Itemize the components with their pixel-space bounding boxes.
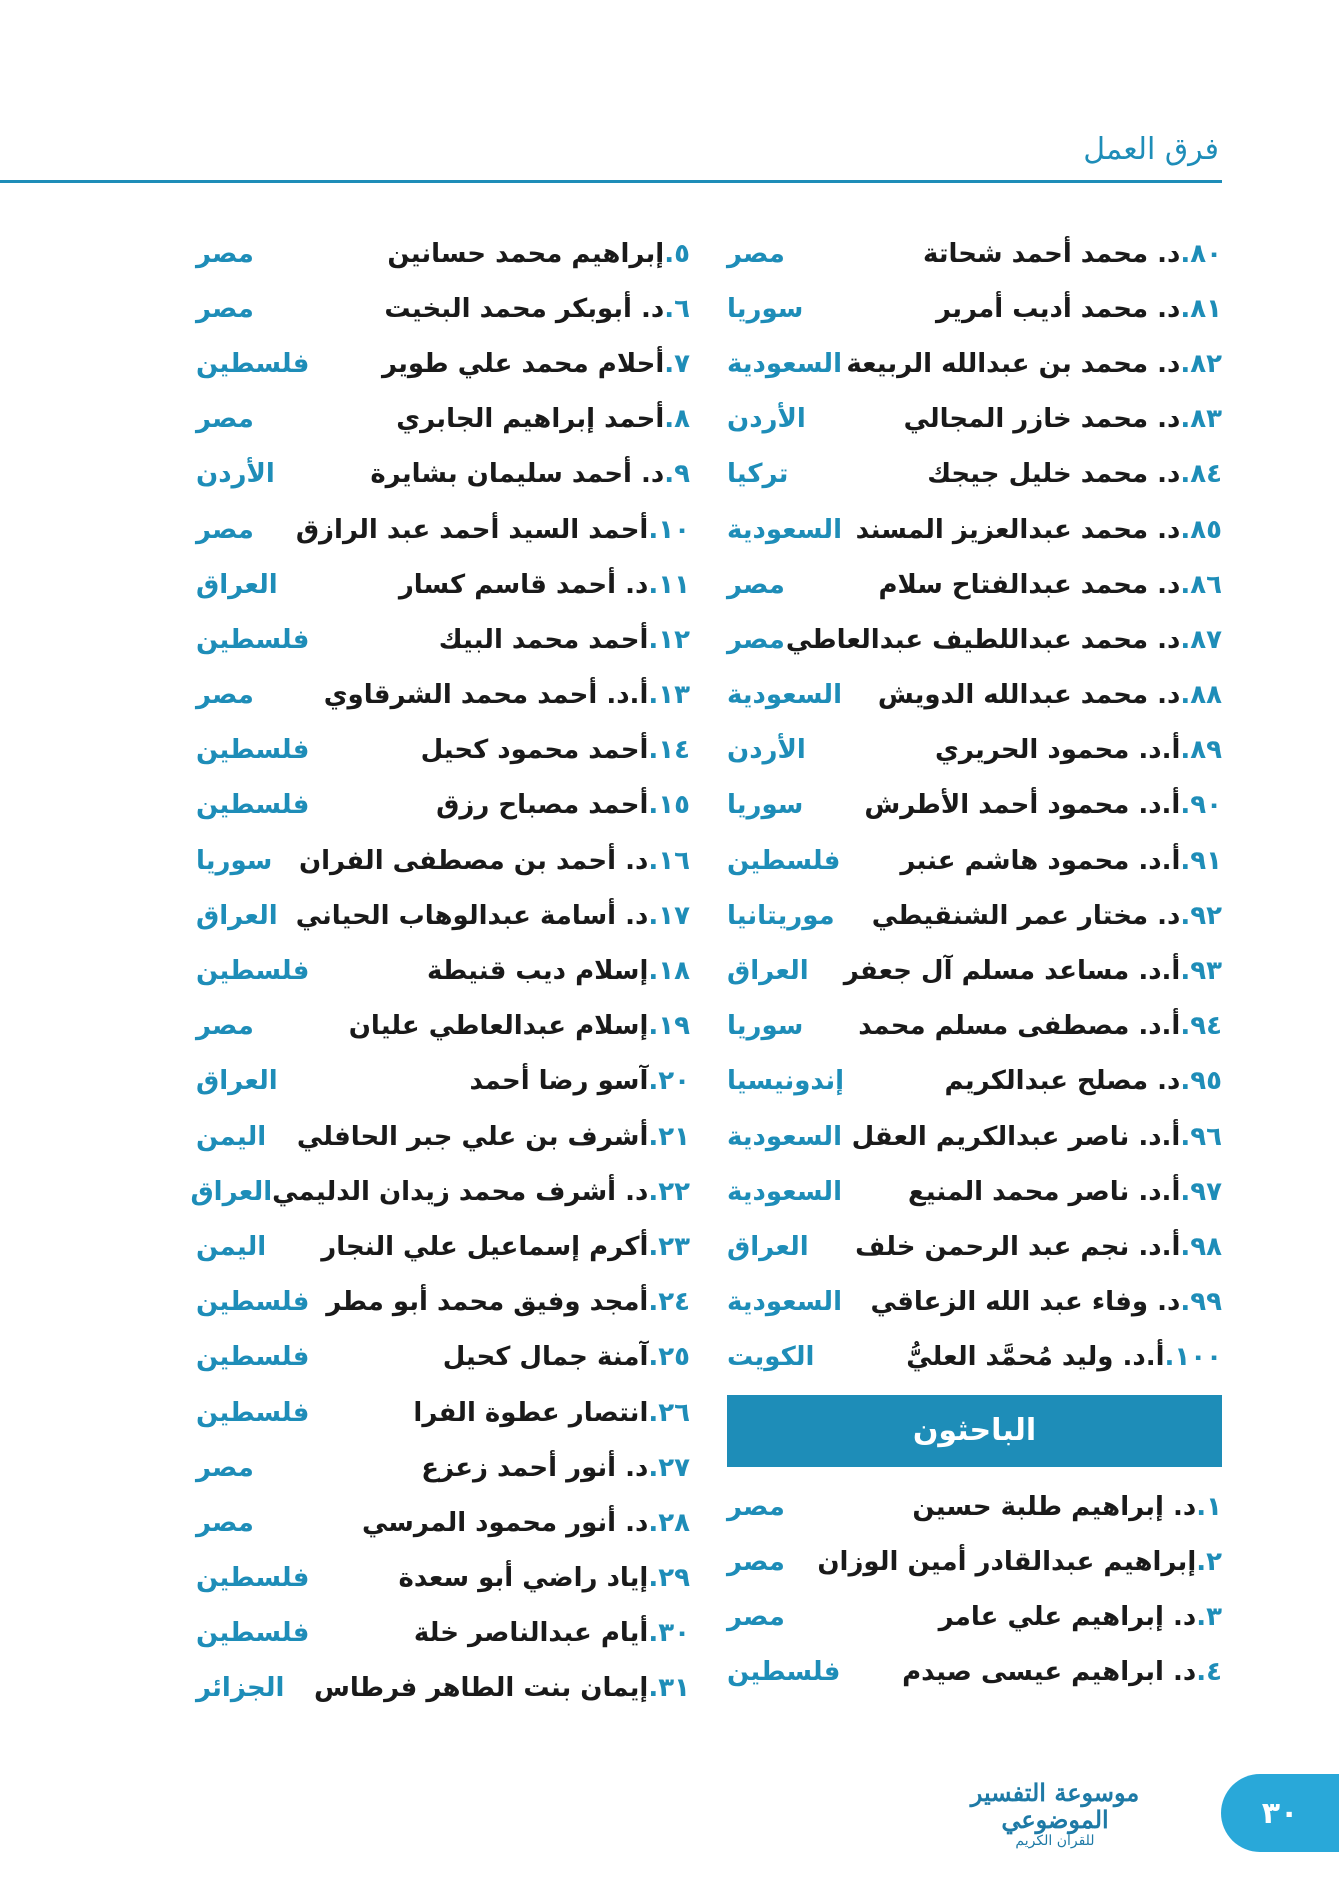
- list-item: [196, 281, 690, 336]
- list-item: [727, 1479, 1222, 1534]
- member-name: د. محمد خازر المجالي: [903, 404, 1181, 435]
- member-country: مصر: [727, 569, 785, 600]
- member-country: فلسطين: [196, 1287, 310, 1318]
- member-name: د. ابراهيم عيسى صيدم: [902, 1657, 1197, 1688]
- member-country: مصر: [727, 1546, 785, 1577]
- member-country: فلسطين: [196, 1563, 310, 1594]
- member-number: ٨٢.: [1180, 348, 1222, 379]
- member-name: أكرم إسماعيل علي النجار: [321, 1231, 649, 1262]
- list-item: [196, 999, 690, 1054]
- list-item: [196, 723, 690, 778]
- logo-title: موسوعة التفسير الموضوعي: [970, 1778, 1140, 1834]
- list-item: [196, 1275, 690, 1330]
- member-number: ٣١.: [648, 1673, 690, 1704]
- list-item: [196, 226, 690, 281]
- member-entry: [923, 239, 1222, 269]
- member-number: ٢٤.: [648, 1287, 690, 1318]
- member-country: العراق: [190, 1176, 273, 1207]
- list-item: [196, 336, 690, 391]
- list-item: [727, 943, 1222, 998]
- list-item: [196, 1385, 690, 1440]
- member-number: ٩٠.: [1180, 790, 1222, 821]
- member-entry: [878, 570, 1222, 600]
- member-name: أ.د. محمود هاشم عنبر: [900, 845, 1181, 876]
- member-country: فلسطين: [196, 624, 310, 655]
- member-country: مصر: [196, 1011, 254, 1042]
- member-entry: [906, 1342, 1222, 1372]
- member-entry: [384, 294, 690, 324]
- member-entry: [296, 901, 690, 931]
- list-item: [196, 612, 690, 667]
- member-country: موريتانيا: [727, 900, 835, 931]
- member-entry: [399, 570, 690, 600]
- member-country: السعودية: [727, 514, 842, 545]
- member-number: ٢٢.: [648, 1176, 690, 1207]
- list-item: [196, 668, 690, 723]
- member-name: د. مصلح عبدالكريم: [944, 1066, 1181, 1097]
- member-entry: [864, 790, 1222, 820]
- encyclopedia-logo: [930, 1776, 1180, 1854]
- page-title: فرق العمل: [1083, 132, 1219, 167]
- list-item: [196, 1054, 690, 1109]
- list-item: [727, 1109, 1222, 1164]
- member-entry: [786, 625, 1222, 655]
- member-entry: [362, 1508, 690, 1538]
- member-country: سوريا: [727, 1011, 804, 1042]
- member-country: السعودية: [727, 1287, 842, 1318]
- member-number: ٢٨.: [648, 1507, 690, 1538]
- page-number: ٣٠: [1221, 1774, 1339, 1852]
- member-country: الكويت: [727, 1342, 815, 1373]
- member-country: العراق: [196, 569, 278, 600]
- member-country: تركيا: [727, 459, 789, 490]
- member-entry: [846, 349, 1222, 379]
- member-number: ١٣.: [648, 680, 690, 711]
- member-name: إسلام ديب قنيطة: [427, 956, 649, 987]
- member-name: آمنة جمال كحيل: [442, 1342, 649, 1373]
- member-name: د. محمد أديب أمرير: [936, 293, 1181, 324]
- member-number: ١١.: [648, 569, 690, 600]
- member-entry: [935, 735, 1222, 765]
- list-item: [727, 447, 1222, 502]
- member-entry: [856, 515, 1222, 545]
- member-country: فلسطين: [196, 1342, 310, 1373]
- member-name: أ.د. مصطفى مسلم محمد: [858, 1011, 1181, 1042]
- member-entry: [908, 1177, 1222, 1207]
- member-country: الأردن: [727, 735, 806, 766]
- member-name: د. أنور أحمد زعزع: [421, 1452, 649, 1483]
- member-country: فلسطين: [196, 735, 310, 766]
- member-entry: [939, 1602, 1222, 1632]
- member-country: إندونيسيا: [727, 1066, 845, 1097]
- member-entry: [297, 1122, 690, 1152]
- member-number: ٨٤.: [1180, 459, 1222, 490]
- member-country: فلسطين: [196, 1618, 310, 1649]
- member-name: أ.د. وليد مُحمَّد العليُّ: [906, 1342, 1165, 1373]
- member-country: اليمن: [196, 1231, 267, 1262]
- member-number: ٩.: [664, 459, 690, 490]
- member-name: أحمد محمد البيك: [438, 624, 649, 655]
- list-item: [196, 778, 690, 833]
- member-country: السعودية: [727, 348, 842, 379]
- member-number: ١٥.: [648, 790, 690, 821]
- member-number: ٩٨.: [1180, 1231, 1222, 1262]
- member-entry: [436, 790, 690, 820]
- member-entry: [858, 1011, 1222, 1041]
- list-item: [727, 336, 1222, 391]
- list-item: [196, 502, 690, 557]
- member-country: مصر: [196, 1452, 254, 1483]
- member-name: د. محمد بن عبدالله الربيعة: [846, 348, 1181, 379]
- member-number: ١٧.: [648, 900, 690, 931]
- member-name: د. محمد عبدالفتاح سلام: [878, 569, 1181, 600]
- member-country: العراق: [727, 1231, 809, 1262]
- member-number: ٨٥.: [1180, 514, 1222, 545]
- list-item: [727, 281, 1222, 336]
- list-item: [196, 447, 690, 502]
- list-item: [727, 888, 1222, 943]
- list-item: [727, 833, 1222, 888]
- member-name: أحمد مصباح رزق: [436, 790, 649, 821]
- member-entry: [439, 625, 690, 655]
- member-number: ٩٢.: [1180, 900, 1222, 931]
- header-divider: [0, 180, 1222, 183]
- list-item: [727, 1219, 1222, 1274]
- member-country: اليمن: [196, 1121, 267, 1152]
- member-entry: [399, 1563, 690, 1593]
- member-name: أمجد وفيق محمد أبو مطر: [326, 1287, 649, 1318]
- member-number: ٩٩.: [1180, 1287, 1222, 1318]
- member-number: ٨٠.: [1180, 238, 1222, 269]
- member-number: ٢٠.: [648, 1066, 690, 1097]
- member-name: د. إبراهيم طلبة حسين: [912, 1491, 1197, 1522]
- member-entry: [427, 956, 690, 986]
- member-name: أحمد السيد أحمد عبد الرازق: [295, 514, 649, 545]
- member-name: أحمد محمود كحيل: [420, 735, 649, 766]
- member-entry: [370, 459, 690, 489]
- list-item: [727, 226, 1222, 281]
- member-country: فلسطين: [196, 956, 310, 987]
- member-number: ٨.: [664, 404, 690, 435]
- member-name: إبراهيم عبدالقادر أمين الوزان: [817, 1546, 1197, 1577]
- member-entry: [421, 1453, 690, 1483]
- member-number: ١٠٠.: [1164, 1342, 1222, 1373]
- member-name: إبراهيم محمد حسانين: [387, 238, 665, 269]
- member-country: مصر: [727, 1601, 785, 1632]
- member-name: أيام عبدالناصر خلة: [413, 1618, 649, 1649]
- list-item: [727, 557, 1222, 612]
- member-entry: [871, 1287, 1222, 1317]
- member-name: د. وفاء عبد الله الزعاقي: [870, 1287, 1181, 1318]
- member-entry: [852, 1122, 1222, 1152]
- member-entry: [470, 1066, 690, 1096]
- member-country: سوريا: [727, 293, 804, 324]
- member-entry: [421, 735, 690, 765]
- member-country: مصر: [196, 238, 254, 269]
- member-entry: [296, 515, 690, 545]
- member-number: ٢٥.: [648, 1342, 690, 1373]
- member-number: ٩١.: [1180, 845, 1222, 876]
- member-country: فلسطين: [727, 845, 841, 876]
- member-country: مصر: [196, 404, 254, 435]
- member-number: ١.: [1196, 1491, 1222, 1522]
- member-number: ٩٥.: [1180, 1066, 1222, 1097]
- member-name: د. مختار عمر الشنقيطي: [871, 900, 1181, 931]
- member-entry: [900, 846, 1222, 876]
- member-entry: [396, 404, 690, 434]
- member-entry: [878, 680, 1222, 710]
- list-item: [196, 1495, 690, 1550]
- member-number: ٣٠.: [648, 1618, 690, 1649]
- member-entry: [299, 846, 690, 876]
- member-country: سوريا: [196, 845, 273, 876]
- list-item: [727, 1534, 1222, 1589]
- list-item: [727, 1645, 1222, 1700]
- member-entry: [272, 1177, 690, 1207]
- member-country: الأردن: [196, 459, 275, 490]
- list-item: [727, 392, 1222, 447]
- member-number: ٨٦.: [1180, 569, 1222, 600]
- list-item: [727, 1275, 1222, 1330]
- member-number: ٨٩.: [1180, 735, 1222, 766]
- team-list-right: [727, 226, 1222, 1385]
- member-country: فلسطين: [196, 790, 310, 821]
- section-banner-researchers: الباحثون: [727, 1395, 1222, 1467]
- member-country: الأردن: [727, 404, 806, 435]
- member-country: العراق: [196, 1066, 278, 1097]
- member-name: د. أحمد سليمان بشايرة: [370, 459, 665, 490]
- member-number: ٩٦.: [1180, 1121, 1222, 1152]
- member-name: د. أبوبكر محمد البخيت: [384, 293, 665, 324]
- list-item: [727, 723, 1222, 778]
- member-country: مصر: [196, 1507, 254, 1538]
- member-number: ٨٨.: [1180, 680, 1222, 711]
- member-name: د. محمد خليل جيجك: [927, 459, 1181, 490]
- list-item: [196, 557, 690, 612]
- member-entry: [314, 1673, 690, 1703]
- list-item: [190, 1164, 690, 1219]
- member-number: ٥.: [664, 238, 690, 269]
- researchers-list: [727, 1479, 1222, 1700]
- member-entry: [844, 956, 1222, 986]
- member-entry: [872, 901, 1222, 931]
- list-item: [196, 1606, 690, 1661]
- member-name: أ.د. ناصر عبدالكريم العقل: [851, 1121, 1181, 1152]
- member-entry: [387, 239, 690, 269]
- list-item: [727, 1330, 1222, 1385]
- member-name: أ.د. أحمد محمد الشرقاوي: [323, 680, 649, 711]
- member-number: ٦.: [664, 293, 690, 324]
- member-country: العراق: [727, 956, 809, 987]
- member-country: مصر: [196, 293, 254, 324]
- member-name: أ.د. مساعد مسلم آل جعفر: [843, 956, 1181, 987]
- member-number: ٤.: [1196, 1657, 1222, 1688]
- member-country: مصر: [727, 238, 785, 269]
- member-name: د. محمد عبدالله الدويش: [877, 680, 1181, 711]
- list-item: [727, 1054, 1222, 1109]
- member-number: ٢٧.: [648, 1452, 690, 1483]
- member-entry: [912, 1492, 1222, 1522]
- member-country: السعودية: [727, 680, 842, 711]
- member-number: ٩٣.: [1180, 956, 1222, 987]
- member-name: د. أنور محمود المرسي: [361, 1507, 649, 1538]
- list-item: [727, 778, 1222, 833]
- member-number: ٣.: [1196, 1601, 1222, 1632]
- member-number: ١٩.: [648, 1011, 690, 1042]
- member-number: ٧.: [664, 348, 690, 379]
- member-entry: [443, 1342, 690, 1372]
- member-entry: [321, 1232, 690, 1262]
- list-item: [196, 1219, 690, 1274]
- member-name: أ.د. ناصر محمد المنيع: [907, 1176, 1181, 1207]
- member-name: أ.د. محمود أحمد الأطرش: [864, 790, 1181, 821]
- member-entry: [944, 1066, 1222, 1096]
- member-name: د. أحمد قاسم كسار: [398, 569, 649, 600]
- member-number: ١٢.: [648, 624, 690, 655]
- member-number: ٨٧.: [1180, 624, 1222, 655]
- member-number: ١٨.: [648, 956, 690, 987]
- list-item: [196, 888, 690, 943]
- member-name: د. محمد أحمد شحاتة: [923, 238, 1181, 269]
- member-number: ٢١.: [648, 1121, 690, 1152]
- member-name: إيمان بنت الطاهر فرطاس: [313, 1673, 649, 1704]
- left-column: [190, 226, 690, 1716]
- right-column: [727, 226, 1222, 1700]
- list-item: [196, 1661, 690, 1716]
- member-entry: [349, 1011, 690, 1041]
- list-item: [727, 999, 1222, 1054]
- member-entry: [936, 294, 1222, 324]
- member-entry: [902, 1657, 1222, 1687]
- member-name: د. محمد عبداللطيف عبدالعاطي: [785, 624, 1181, 655]
- list-item: [196, 1440, 690, 1495]
- member-entry: [324, 680, 690, 710]
- list-item: [196, 392, 690, 447]
- member-country: السعودية: [727, 1121, 842, 1152]
- member-name: إسلام عبدالعاطي عليان: [348, 1011, 649, 1042]
- member-entry: [326, 1287, 690, 1317]
- list-item: [727, 668, 1222, 723]
- list-item: [727, 1589, 1222, 1644]
- member-name: أحمد إبراهيم الجابري: [396, 404, 665, 435]
- member-country: مصر: [727, 624, 785, 655]
- member-country: العراق: [196, 900, 278, 931]
- member-country: مصر: [727, 1491, 785, 1522]
- list-item: [196, 833, 690, 888]
- member-entry: [855, 1232, 1222, 1262]
- member-name: أحلام محمد علي طوير: [381, 348, 665, 379]
- logo-subtitle: للقرآن الكريم: [1015, 1832, 1095, 1849]
- member-country: الجزائر: [196, 1673, 285, 1704]
- member-country: سوريا: [727, 790, 804, 821]
- member-name: أ.د. محمود الحريري: [934, 735, 1181, 766]
- member-name: د. إبراهيم علي عامر: [938, 1601, 1197, 1632]
- member-number: ٢٩.: [648, 1563, 690, 1594]
- member-name: د. أحمد بن مصطفى الفران: [298, 845, 649, 876]
- member-number: ١٠.: [648, 514, 690, 545]
- member-country: مصر: [196, 680, 254, 711]
- member-entry: [413, 1398, 690, 1428]
- member-country: مصر: [196, 514, 254, 545]
- member-name: أ.د. نجم عبد الرحمن خلف: [855, 1231, 1181, 1262]
- member-name: انتصار عطوة الفرا: [413, 1397, 649, 1428]
- list-item: [196, 943, 690, 998]
- member-number: ٨٣.: [1180, 404, 1222, 435]
- member-name: د. أشرف محمد زيدان الدليمي: [272, 1176, 649, 1207]
- member-number: ١٤.: [648, 735, 690, 766]
- member-number: ٩٧.: [1180, 1176, 1222, 1207]
- member-entry: [414, 1618, 690, 1648]
- list-item: [196, 1109, 690, 1164]
- member-entry: [382, 349, 690, 379]
- member-name: آسو رضا أحمد: [469, 1066, 649, 1097]
- member-entry: [817, 1547, 1222, 1577]
- member-number: ٨١.: [1180, 293, 1222, 324]
- list-item: [196, 1330, 690, 1385]
- member-country: فلسطين: [196, 348, 310, 379]
- member-country: فلسطين: [196, 1397, 310, 1428]
- member-entry: [904, 404, 1222, 434]
- member-number: ٩٤.: [1180, 1011, 1222, 1042]
- member-number: ٢٦.: [648, 1397, 690, 1428]
- member-number: ٢.: [1196, 1546, 1222, 1577]
- researchers-list-left: [190, 226, 690, 1716]
- list-item: [196, 1551, 690, 1606]
- list-item: [727, 612, 1222, 667]
- member-number: ٢٣.: [648, 1231, 690, 1262]
- list-item: [727, 502, 1222, 557]
- member-name: إياد راضي أبو سعدة: [398, 1563, 649, 1594]
- member-name: د. أسامة عبدالوهاب الحياني: [295, 900, 649, 931]
- member-country: فلسطين: [727, 1657, 841, 1688]
- member-entry: [927, 459, 1222, 489]
- member-name: أشرف بن علي جبر الحافلي: [296, 1121, 649, 1152]
- list-item: [727, 1164, 1222, 1219]
- member-country: السعودية: [727, 1176, 842, 1207]
- member-name: د. محمد عبدالعزيز المسند: [855, 514, 1181, 545]
- member-number: ١٦.: [648, 845, 690, 876]
